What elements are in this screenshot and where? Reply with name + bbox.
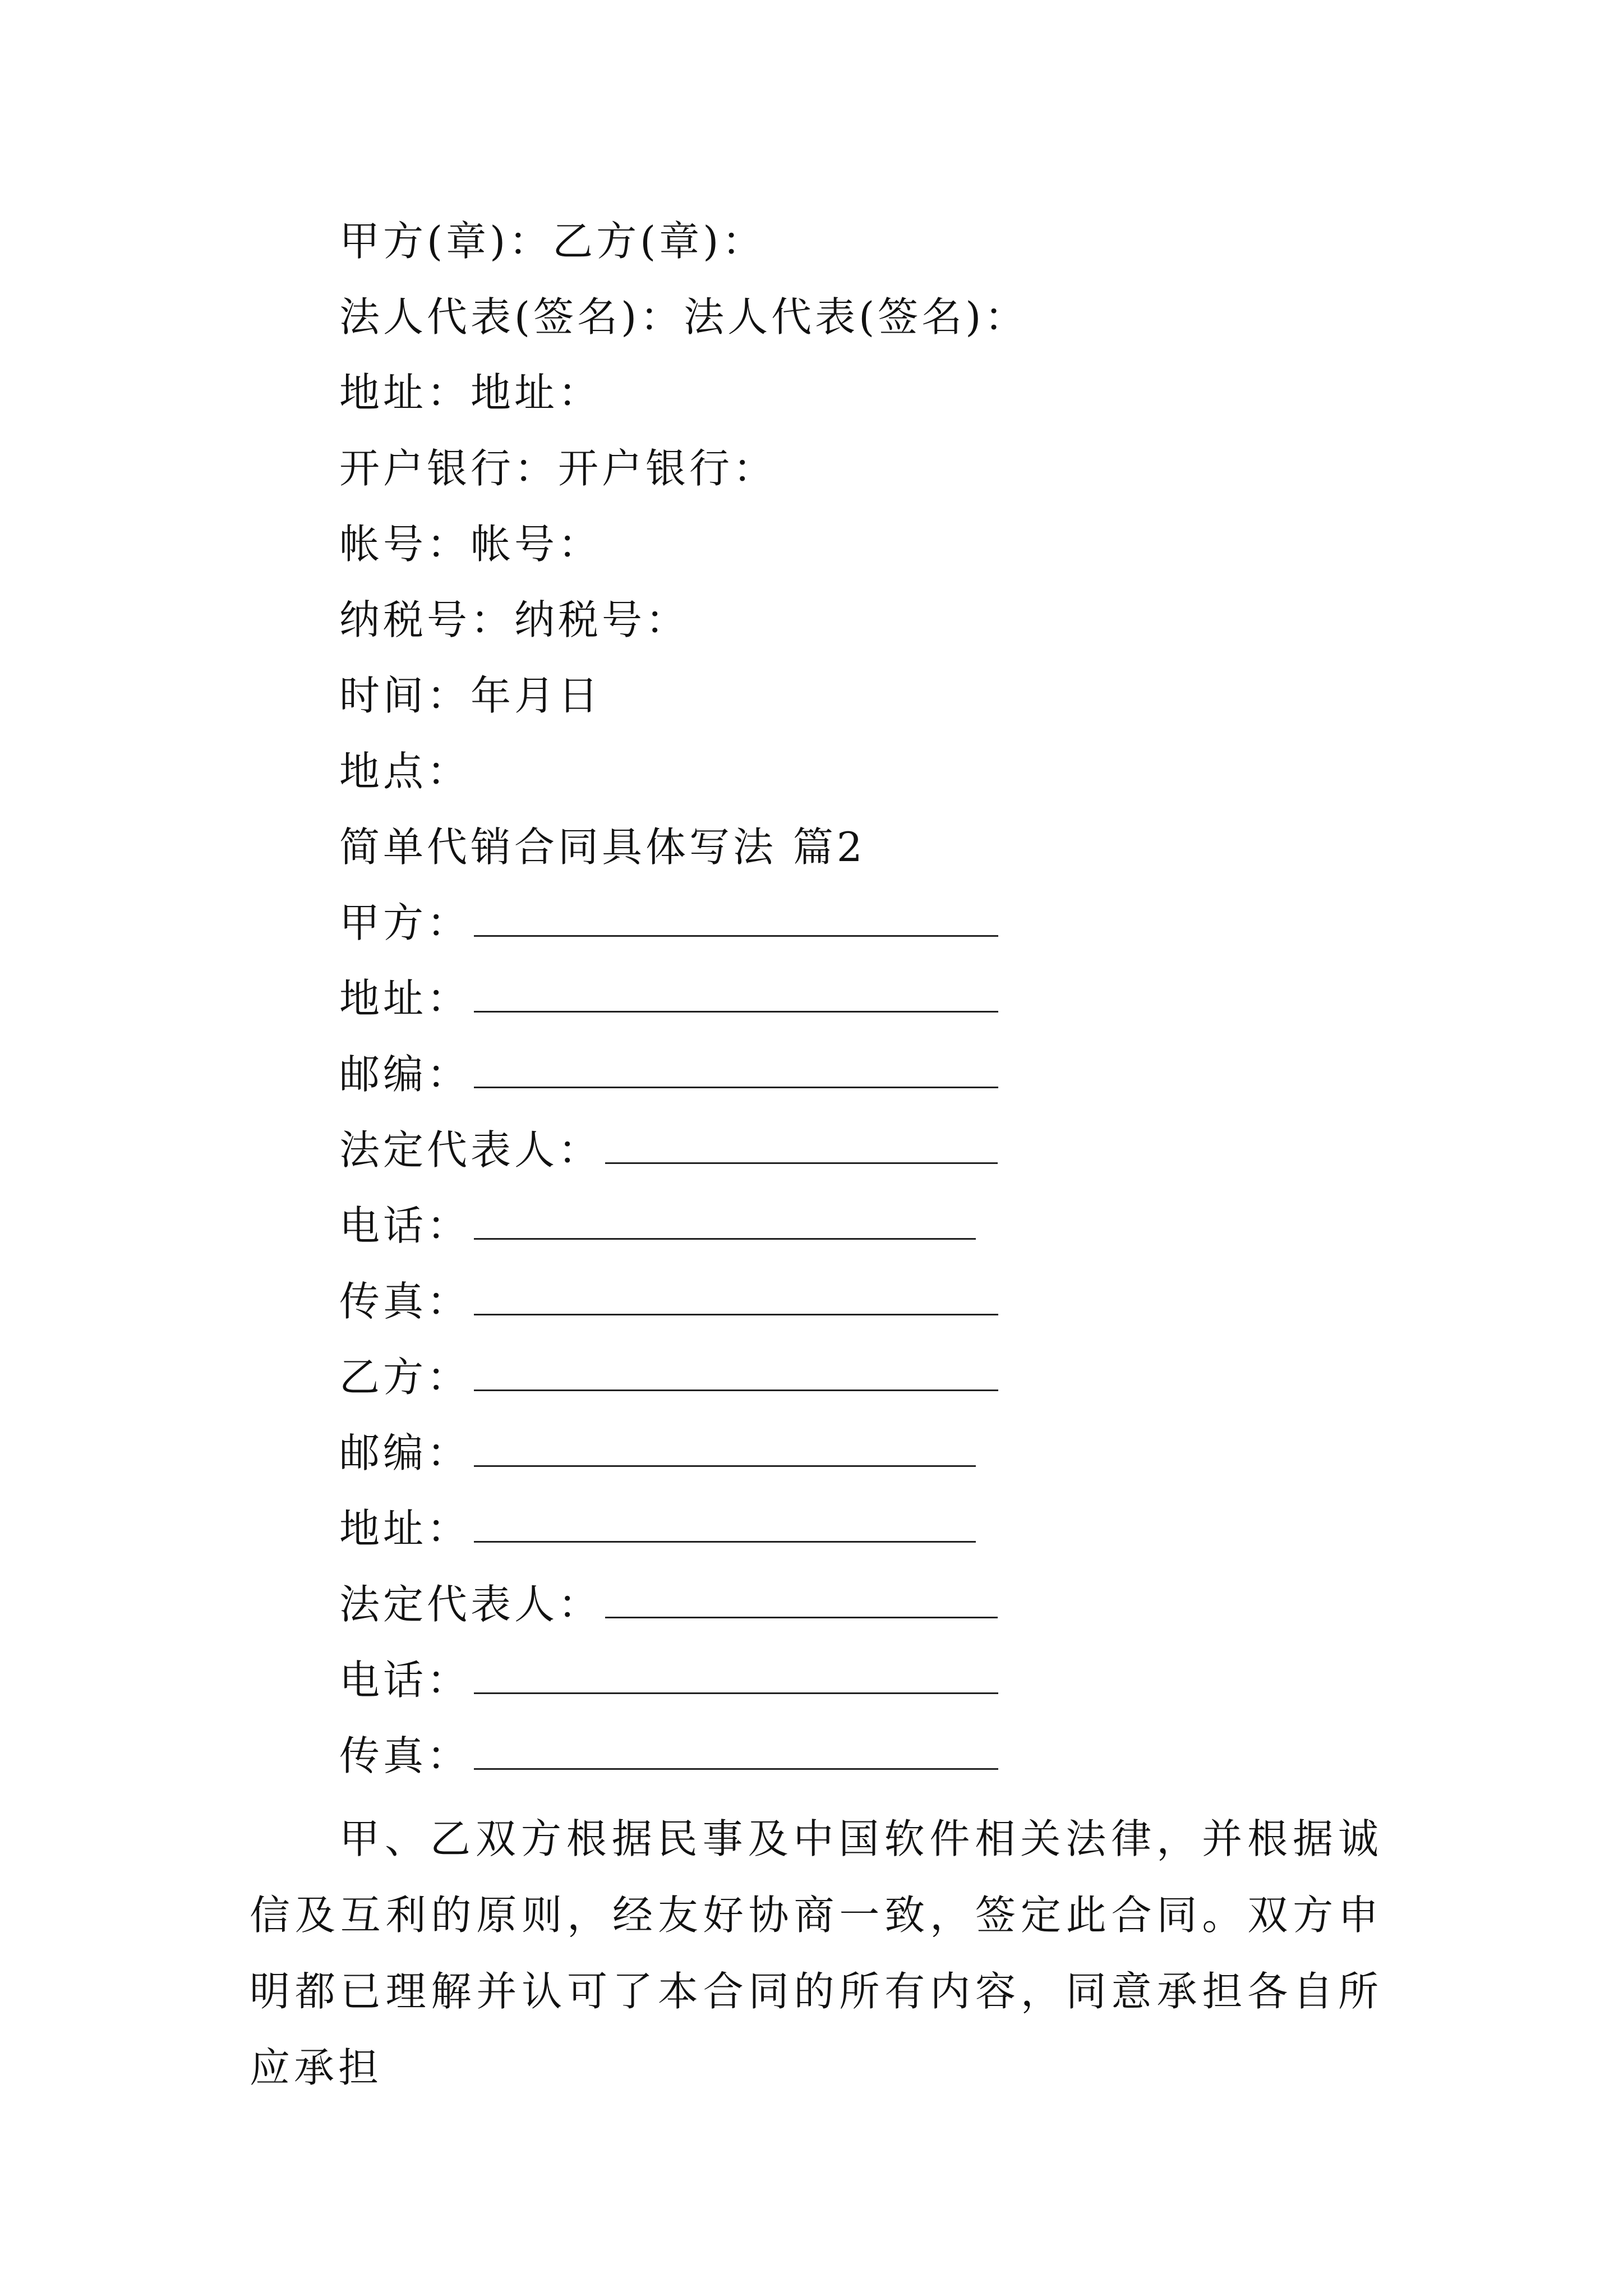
party-b-fax-blank[interactable] xyxy=(474,1768,998,1770)
party-a-fax-blank[interactable] xyxy=(474,1314,998,1315)
party-b-phone-blank[interactable] xyxy=(474,1692,998,1694)
party-a-postcode-label: 邮编： xyxy=(339,1051,471,1098)
party-b-phone-label: 电话： xyxy=(339,1657,471,1704)
party-b-fax-label: 传真： xyxy=(339,1732,471,1779)
party-a-rep-blank[interactable] xyxy=(605,1162,998,1164)
party-a-fax-row xyxy=(339,1271,998,1332)
party-a-postcode-row xyxy=(339,1043,998,1105)
account-line: 帐号：帐号： xyxy=(339,521,602,568)
party-a-phone-blank[interactable] xyxy=(474,1238,976,1240)
party-a-address-label: 地址： xyxy=(339,975,471,1022)
party-a-name-blank[interactable] xyxy=(474,935,998,937)
party-b-phone-row xyxy=(339,1649,998,1711)
party-a-address-blank[interactable] xyxy=(474,1011,998,1013)
party-b-name-blank[interactable] xyxy=(474,1389,998,1391)
party-a-name-label: 甲方： xyxy=(339,899,471,946)
party-a-rep-label: 法定代表人： xyxy=(339,1126,602,1174)
party-b-postcode-row xyxy=(339,1422,976,1484)
party-a-postcode-blank[interactable] xyxy=(474,1087,998,1088)
party-b-name-label: 乙方： xyxy=(339,1354,471,1401)
party-b-address-row xyxy=(339,1498,976,1559)
rep-sign-line: 法人代表(签名)：法人代表(签名)： xyxy=(339,293,1029,341)
contract-intro-paragraph: 甲、乙双方根据民事及中国软件相关法律，并根据诚信及互利的原则，经友好协商一致，签定此合同。双方申明都已理解并认可了本合同的所有内容，同意承担各自所应承担 xyxy=(250,1815,1382,2091)
party-b-rep-label: 法定代表人： xyxy=(339,1581,602,1628)
address-line: 地址：地址： xyxy=(339,369,602,416)
section-heading: 简单代销合同具体写法 篇2 xyxy=(339,823,866,871)
party-a-address-row xyxy=(339,968,998,1029)
party-b-postcode-blank[interactable] xyxy=(474,1465,976,1467)
party-b-name-row xyxy=(339,1346,998,1408)
party-a-fax-label: 传真： xyxy=(339,1278,471,1325)
party-b-fax-row xyxy=(339,1725,998,1787)
party-a-phone-label: 电话： xyxy=(339,1202,471,1249)
place-line: 地点： xyxy=(339,748,471,795)
date-line: 时间：年月日 xyxy=(339,672,602,719)
party-b-postcode-label: 邮编： xyxy=(339,1429,471,1476)
party-a-name-row xyxy=(339,892,998,954)
bank-line: 开户银行：开户银行： xyxy=(339,445,777,492)
party-a-phone-row xyxy=(339,1195,976,1257)
party-b-rep-blank[interactable] xyxy=(605,1617,998,1618)
seal-line: 甲方(章)：乙方(章)： xyxy=(339,218,766,265)
party-b-address-label: 地址： xyxy=(339,1505,471,1552)
tax-number-line: 纳税号：纳税号： xyxy=(339,596,690,643)
party-b-rep-row xyxy=(339,1573,998,1635)
party-a-rep-row xyxy=(339,1119,998,1181)
party-b-address-blank[interactable] xyxy=(474,1541,976,1543)
